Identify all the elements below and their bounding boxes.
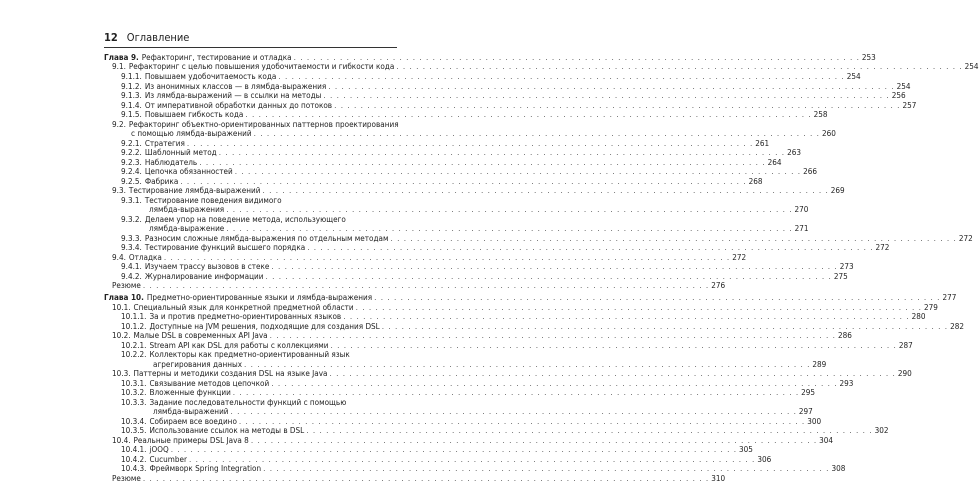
toc-page-number: 305 — [739, 444, 753, 454]
header-title: Оглавление — [126, 31, 190, 44]
toc-entry-title: Резюме — [112, 473, 141, 483]
dot-leader — [143, 473, 709, 483]
toc-entry-title: лямбда-выражения — [149, 204, 225, 214]
toc-entry-number: 9.4. — [112, 252, 126, 262]
toc-page-number: 260 — [821, 128, 836, 138]
toc-entry-title: 9.1.1. Повышаем удобочитаемость кода — [121, 71, 277, 81]
dot-leader — [278, 71, 844, 81]
toc-page-number: 254 — [896, 81, 911, 91]
toc-entry-number: 10.1. — [112, 302, 131, 312]
toc-entry-number: 9.3. — [112, 185, 126, 195]
toc-entry-title: 9.2.3. Наблюдатель — [121, 157, 198, 167]
toc-entry-title: 10.4.1. jOOQ — [121, 444, 169, 454]
toc-entry-title: 9.3.3. Разносим сложные лямбда-выражения по отдельным методам — [121, 233, 389, 243]
toc-entry-title: 9.1. Рефакторинг с целью повышения удобочитаемости и гибкости кода — [112, 61, 395, 71]
toc-entry-number: 10.4. — [112, 435, 131, 445]
dot-leader — [323, 90, 889, 100]
toc-entry-number: 10.3.5. — [121, 425, 147, 435]
dot-leader — [231, 406, 797, 416]
toc-entry-title: 9.4.2. Журналирование информации — [121, 271, 264, 281]
toc-entry — [112, 330, 852, 340]
dot-leader — [306, 425, 872, 435]
page-number: 12 — [104, 31, 118, 44]
toc-entry — [121, 242, 890, 252]
toc-entry-number: 9.1. — [112, 61, 126, 71]
toc-page-number: 271 — [794, 223, 809, 233]
dot-leader — [307, 242, 873, 252]
toc-page-number: 254 — [846, 71, 861, 81]
toc-entry — [121, 425, 889, 435]
toc-entry-title: 10.4. Реальные примеры DSL Java 8 — [112, 435, 249, 445]
dot-leader — [233, 387, 799, 397]
toc-entry-number: 10.2.2. — [121, 349, 147, 359]
toc-entry-number: 10.1.1. — [121, 311, 147, 321]
toc-entry-title: агрегирования данных — [153, 359, 243, 369]
toc-entry — [121, 261, 854, 271]
toc-page-number: 286 — [837, 330, 852, 340]
toc-entry-title: 9.2.2. Шаблонный метод — [121, 147, 217, 157]
toc-entry — [112, 185, 845, 195]
toc-entry-number: 10.3.3. — [121, 397, 147, 407]
toc-entry — [121, 166, 818, 176]
toc-page-number: 258 — [813, 109, 828, 119]
dot-leader — [330, 340, 896, 350]
dot-leader — [374, 292, 940, 302]
toc-page-number: 272 — [875, 242, 890, 252]
toc-page-number: 261 — [755, 138, 770, 148]
toc-page-number: 297 — [798, 406, 813, 416]
toc-entry-title: 9.3.2. Делаем упор на поведение метода, использующего — [121, 214, 346, 224]
toc-page-number: 310 — [711, 473, 726, 483]
toc-entry-title: 10.3.3. Задание последовательности функций с помощью — [121, 397, 347, 407]
toc-entry-title: с помощью лямбда-выражений — [131, 128, 252, 138]
toc-entry-title: 9.1.4. От императивной обработки данных до потоков — [121, 100, 333, 110]
toc-entry-title: 10.1. Специальный язык для конкретной предметной области — [112, 302, 354, 312]
toc-entry-number: Глава 10. — [104, 292, 144, 302]
toc-entry-title: 9.3.4. Тестирование функций высшего порядка — [121, 242, 306, 252]
toc-entry-title: 9.2.5. Фабрика — [121, 176, 179, 186]
toc-entry-title: 9.2.1. Стратегия — [121, 138, 185, 148]
toc-entry-title: 10.1.1. За и против предметно-ориентированных языков — [121, 311, 342, 321]
dot-leader — [219, 147, 785, 157]
toc-page-number: 269 — [830, 185, 845, 195]
toc-page-number: 306 — [757, 454, 772, 464]
dot-leader — [263, 463, 829, 473]
toc-page-number: 273 — [839, 261, 854, 271]
toc-entry-number: 9.3.1. — [121, 195, 142, 205]
dot-leader — [171, 444, 737, 454]
toc-entry-title: 10.2.1. Stream API как DSL для работы с коллекциями — [121, 340, 329, 350]
toc-entry-title: 10.2. Малые DSL в современных API Java — [112, 330, 268, 340]
toc-entry-number: 10.3.2. — [121, 387, 147, 397]
dot-leader — [270, 330, 836, 340]
toc-entry-number: 10.4.2. — [121, 454, 147, 464]
toc-entry — [121, 387, 816, 397]
toc-entry — [131, 128, 836, 138]
toc-page-number: 287 — [898, 340, 913, 350]
toc-page-number: 300 — [807, 416, 822, 426]
toc-page-number: 275 — [833, 271, 848, 281]
dot-leader — [143, 280, 709, 290]
toc-page-number: 277 — [942, 292, 957, 302]
toc-entry — [149, 204, 809, 214]
toc-entry — [121, 147, 801, 157]
toc-entry — [121, 90, 906, 100]
dot-leader — [235, 166, 801, 176]
toc-entry — [121, 311, 926, 321]
toc-entry — [112, 368, 912, 378]
toc-entry — [121, 463, 846, 473]
toc-entry — [121, 71, 861, 81]
toc-entry-number: 9.2.5. — [121, 176, 142, 186]
toc-entry — [149, 223, 809, 233]
toc-entry-title: 10.3.4. Собираем все воедино — [121, 416, 237, 426]
toc-entry-title: 9.1.5. Повышаем гибкость кода — [121, 109, 244, 119]
toc-entry-number: 9.1.5. — [121, 109, 142, 119]
toc-entry-number: 9.4.2. — [121, 271, 142, 281]
toc-page-number: 302 — [874, 425, 889, 435]
toc-entry-number: 9.2.2. — [121, 147, 142, 157]
dot-leader — [226, 204, 792, 214]
toc-page-number: 290 — [897, 368, 912, 378]
toc-entry-number: 9.2. — [112, 119, 126, 129]
toc-entry-number: Глава 9. — [104, 52, 139, 62]
toc-entry-title: 10.1.2. Доступные на JVM решения, подходящие для создания DSL — [121, 321, 380, 331]
toc-entry-number: 9.2.3. — [121, 157, 142, 167]
toc-entry — [153, 406, 813, 416]
toc-entry-number: 10.1.2. — [121, 321, 147, 331]
toc-page-number: 272 — [958, 233, 973, 243]
toc-entry-title: 9.2. Рефакторинг объектно-ориентированных паттернов проектирования — [112, 119, 399, 129]
dot-leader — [245, 109, 811, 119]
toc-entry-number: 9.1.3. — [121, 90, 142, 100]
dot-leader — [330, 368, 896, 378]
running-header — [104, 28, 397, 44]
toc-entry — [112, 473, 726, 483]
toc-entry-number: 9.3.4. — [121, 242, 142, 252]
toc-entry-title: Глава 9. Рефакторинг, тестирование и отладка — [104, 52, 292, 62]
toc-entry — [121, 444, 753, 454]
toc-entry-number: 9.1.1. — [121, 71, 142, 81]
toc-entry-number: 9.4.1. — [121, 261, 142, 271]
toc-entry-title: 9.4.1. Изучаем трассу вызовов в стеке — [121, 261, 270, 271]
toc-entry-number: 9.2.4. — [121, 166, 142, 176]
toc-entry-number: 9.1.2. — [121, 81, 142, 91]
toc-page-number: 289 — [812, 359, 827, 369]
toc-entry-title: 9.2.4. Цепочка обязанностей — [121, 166, 233, 176]
toc-entry-number: 9.3.2. — [121, 214, 142, 224]
dot-leader — [343, 311, 909, 321]
toc-page-number: 272 — [732, 252, 747, 262]
toc-page-number: 257 — [902, 100, 917, 110]
header-rule — [104, 47, 397, 48]
toc-page-number: 266 — [803, 166, 818, 176]
toc-entry — [121, 349, 397, 359]
toc-entry-title: лямбда-выражение — [149, 223, 225, 233]
toc-page-number: 256 — [891, 90, 906, 100]
toc-entry-number: 10.2. — [112, 330, 131, 340]
toc-entry-number: 9.1.4. — [121, 100, 142, 110]
dot-leader — [254, 128, 820, 138]
toc-page-number: 264 — [767, 157, 782, 167]
toc-entry-title: 10.3.1. Связывание методов цепочкой — [121, 378, 270, 388]
toc-entry-title: 9.3.1. Тестирование поведения видимого — [121, 195, 282, 205]
toc-entry-number: 10.4.3. — [121, 463, 147, 473]
toc-chapter-entry — [104, 292, 957, 302]
toc-entry-title: 10.4.2. Cucumber — [121, 454, 187, 464]
toc-entry-number: 10.4.1. — [121, 444, 147, 454]
toc-entry — [112, 280, 726, 290]
dot-leader — [271, 261, 837, 271]
toc-entry-title: 10.3.5. Использование ссылок на методы в DSL — [121, 425, 305, 435]
dot-leader — [396, 61, 962, 71]
toc-entry-number: 10.2.1. — [121, 340, 147, 350]
toc-entry-number: 9.3.3. — [121, 233, 142, 243]
toc-entry-title: 9.4. Отладка — [112, 252, 162, 262]
toc-page-number: 295 — [801, 387, 816, 397]
toc-page-number: 253 — [861, 52, 876, 62]
toc-page-number: 282 — [950, 321, 964, 331]
toc-entry-title: 9.1.2. Из анонимных классов — в лямбда-выражения — [121, 81, 327, 91]
dot-leader — [226, 223, 792, 233]
toc-entry-title: 10.2.2. Коллекторы как предметно-ориентированный язык — [121, 349, 350, 359]
toc-entry-title: 9.1.3. Из лямбда-выражений — в ссылки на методы — [121, 90, 322, 100]
toc-entry-title: 9.3. Тестирование лямбда-выражений — [112, 185, 261, 195]
toc-page-number: 304 — [819, 435, 834, 445]
toc-page-number: 280 — [911, 311, 926, 321]
toc-page-number: 276 — [711, 280, 726, 290]
toc-entry-title: лямбда-выражений — [153, 406, 229, 416]
toc-entry — [121, 109, 828, 119]
toc-page-number: 279 — [923, 302, 938, 312]
toc-page-number: 268 — [748, 176, 763, 186]
toc-entry-title: Резюме — [112, 280, 141, 290]
toc-page-number: 270 — [794, 204, 809, 214]
toc-entry-title: 10.3. Паттерны и методики создания DSL на языке Java — [112, 368, 328, 378]
toc-entry-number: 10.3.1. — [121, 378, 147, 388]
toc-entry — [112, 61, 979, 71]
toc-entry-number: 10.3. — [112, 368, 131, 378]
toc-page-number: 254 — [964, 61, 979, 71]
toc-entry-title: Глава 10. Предметно-ориентированные языки и лямбда-выражения — [104, 292, 373, 302]
dot-leader — [262, 185, 828, 195]
toc-entry-title: 10.4.3. Фреймворк Spring Integration — [121, 463, 262, 473]
toc-entry-number: 9.2.1. — [121, 138, 142, 148]
toc-entry-title: 10.3.2. Вложенные функции — [121, 387, 231, 397]
toc-entry-number: 10.3.4. — [121, 416, 147, 426]
toc-page-number: 308 — [831, 463, 846, 473]
toc-page-number: 293 — [839, 378, 854, 388]
toc-page-number: 263 — [787, 147, 801, 157]
